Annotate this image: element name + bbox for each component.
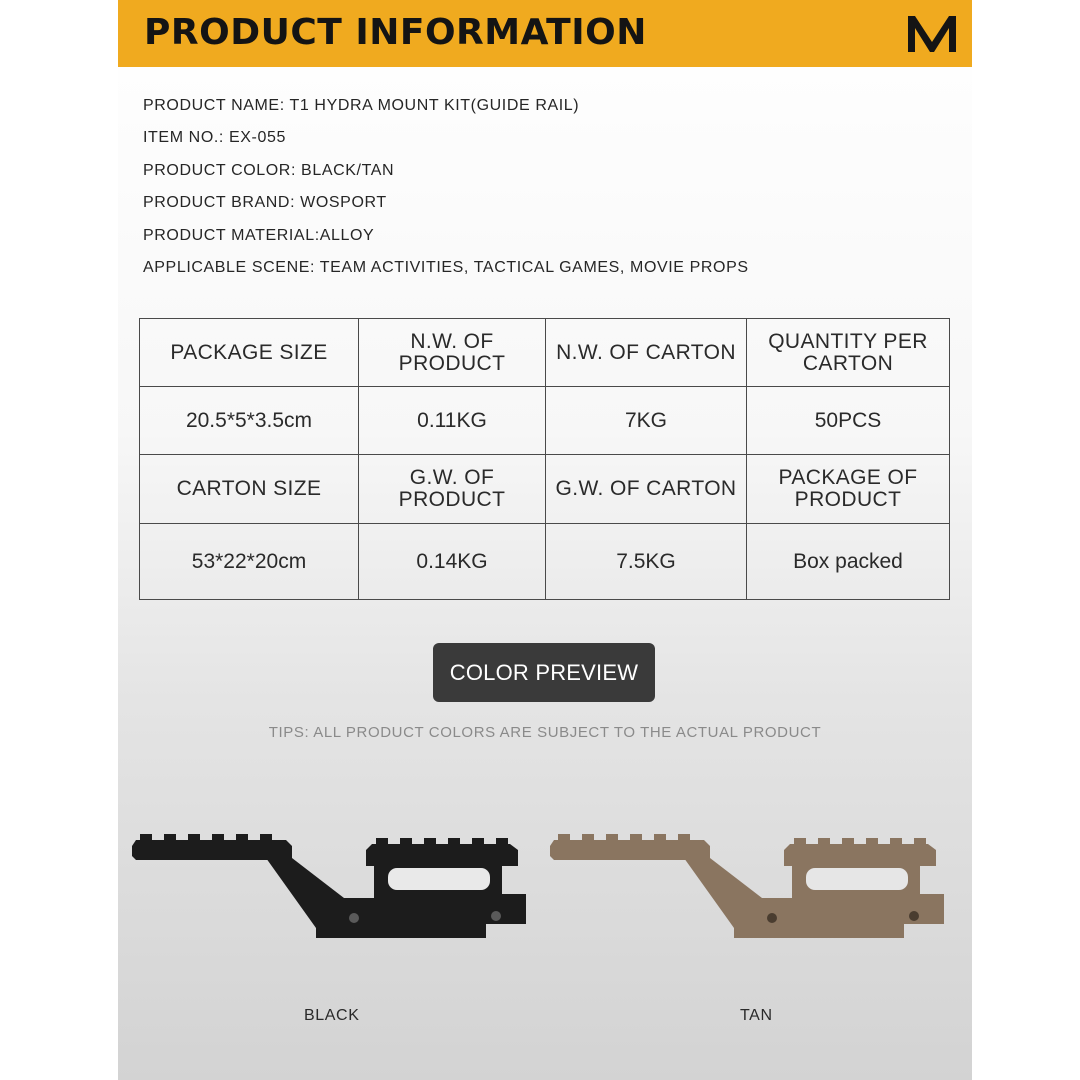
header-gw-carton: G.W. OF CARTON [546, 455, 747, 524]
color-tips: TIPS: ALL PRODUCT COLORS ARE SUBJECT TO THE ACTUAL PRODUCT [268, 724, 822, 741]
value-gw-product: 0.14KG [359, 524, 546, 600]
header-package-size: PACKAGE SIZE [140, 319, 359, 387]
info-product-brand: PRODUCT BRAND: WOSPORT [143, 194, 387, 212]
product-info-page [118, 0, 972, 1080]
caption-black: BLACK [304, 1007, 360, 1024]
table-row [140, 387, 950, 455]
value-package-size: 20.5*5*3.5cm [140, 387, 359, 455]
table-row [140, 319, 950, 387]
product-info-list [143, 95, 943, 289]
page-title: PRODUCT INFORMATION [144, 12, 647, 53]
header-package-of-product: PACKAGE OF PRODUCT [747, 455, 950, 524]
header-quantity-per-carton: QUANTITY PER CARTON [747, 319, 950, 387]
value-nw-product: 0.11KG [359, 387, 546, 455]
header-nw-product: N.W. OF PRODUCT [359, 319, 546, 387]
spec-table [139, 318, 950, 600]
info-product-name: PRODUCT NAME: T1 HYDRA MOUNT KIT(GUIDE RAIL) [143, 97, 580, 114]
header-banner [118, 0, 972, 67]
caption-tan: TAN [740, 1007, 773, 1024]
header-nw-carton: N.W. OF CARTON [546, 319, 747, 387]
w-brand-logo-icon [908, 14, 956, 54]
table-row [140, 524, 950, 600]
black-mount-image [126, 832, 536, 944]
info-product-color: PRODUCT COLOR: BLACK/TAN [143, 161, 395, 179]
value-carton-size: 53*22*20cm [140, 524, 359, 600]
info-product-material: PRODUCT MATERIAL:ALLOY [143, 226, 375, 244]
table-row [140, 455, 950, 524]
header-carton-size: CARTON SIZE [140, 455, 359, 524]
info-applicable-scene: APPLICABLE SCENE: TEAM ACTIVITIES, TACTICAL GAMES, MOVIE PROPS [143, 258, 749, 276]
value-quantity-per-carton: 50PCS [747, 387, 950, 455]
info-item-no: ITEM NO.: EX-055 [143, 129, 286, 147]
tan-mount-image [548, 832, 958, 944]
header-gw-product: G.W. OF PRODUCT [359, 455, 546, 524]
value-gw-carton: 7.5KG [546, 524, 747, 600]
value-nw-carton: 7KG [546, 387, 747, 455]
value-package-of-product: Box packed [747, 524, 950, 600]
color-preview-label: COLOR PREVIEW [433, 643, 655, 702]
